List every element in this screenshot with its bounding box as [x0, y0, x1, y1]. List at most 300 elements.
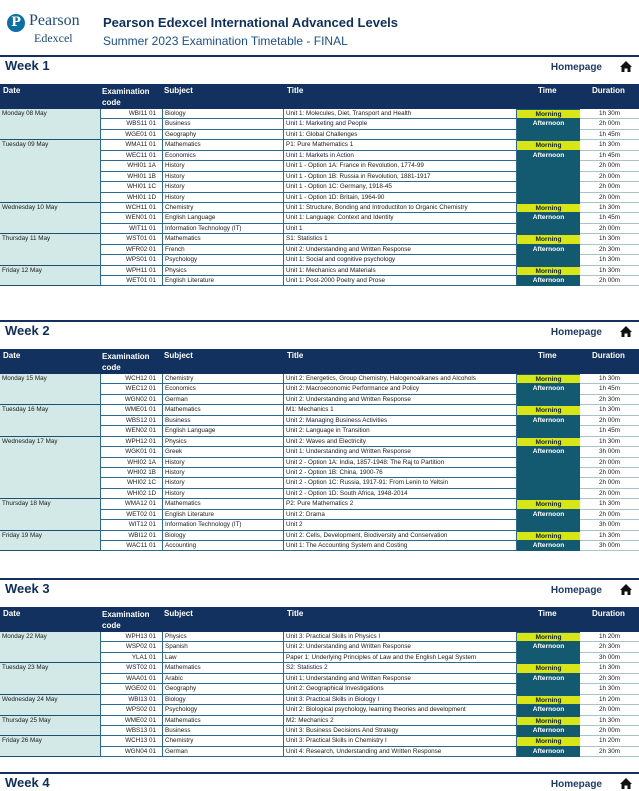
exam-code-cell: WGE02 01 — [100, 684, 163, 694]
title-cell: Unit 3: Business Decisions And Strategy — [284, 726, 517, 736]
subject-cell: Psychology — [163, 705, 284, 715]
column-header-date: Date — [3, 86, 21, 95]
column-header-code: Examination code — [102, 87, 150, 107]
document-title: Pearson Edexcel International Advanced Levels — [103, 15, 399, 30]
title-cell: M2: Mechanics 2 — [284, 716, 517, 726]
week-title: Week 2 — [5, 323, 50, 338]
exam-code-cell: WAC11 01 — [100, 541, 163, 551]
duration-cell: 2h 00m — [580, 193, 639, 203]
duration-cell: 2h 00m — [580, 458, 639, 468]
session-time-cell — [517, 182, 580, 192]
exam-code-cell: WME02 01 — [100, 716, 163, 726]
table-row — [0, 276, 639, 286]
table-row — [0, 695, 639, 705]
duration-cell: 1h 30m — [580, 374, 639, 384]
subject-cell: Mathematics — [163, 140, 284, 150]
title-cell: P1: Pure Mathematics 1 — [284, 140, 517, 150]
session-time-cell: Afternoon — [517, 384, 580, 394]
session-time-cell — [517, 172, 580, 182]
session-time-cell: Afternoon — [517, 642, 580, 652]
date-cell — [0, 119, 100, 129]
page-header — [0, 0, 639, 54]
table-row — [0, 747, 639, 757]
subject-cell: Business — [163, 119, 284, 129]
exam-code-cell: WPH11 01 — [100, 266, 163, 276]
home-icon[interactable] — [619, 583, 633, 596]
title-cell: Unit 2: Drama — [284, 510, 517, 520]
date-cell — [0, 726, 100, 736]
date-cell: Tuesday 09 May — [0, 140, 100, 150]
column-header-code: Examination code — [102, 610, 150, 630]
table-row — [0, 130, 639, 140]
subject-cell: Arabic — [163, 674, 284, 684]
title-cell: Paper 1: Underlying Principles of Law and the English Legal System — [284, 653, 517, 663]
exam-code-cell: WCH13 01 — [100, 736, 163, 746]
date-cell — [0, 674, 100, 684]
table-row — [0, 705, 639, 715]
subject-cell: German — [163, 395, 284, 405]
column-header-date: Date — [3, 609, 21, 618]
subject-cell: Economics — [163, 384, 284, 394]
session-time-cell: Morning — [517, 140, 580, 150]
duration-cell: 2h 00m — [580, 224, 639, 234]
table-row — [0, 520, 639, 530]
date-cell — [0, 151, 100, 161]
session-time-cell: Afternoon — [517, 119, 580, 129]
duration-cell: 2h 00m — [580, 119, 639, 129]
table-row — [0, 172, 639, 182]
column-header-time: Time — [538, 351, 557, 360]
subject-cell: English Language — [163, 213, 284, 223]
duration-cell: 1h 30m — [580, 255, 639, 265]
table-row — [0, 182, 639, 192]
duration-cell: 2h 00m — [580, 705, 639, 715]
session-time-cell: Afternoon — [517, 705, 580, 715]
title-cell: P2: Pure Mathematics 2 — [284, 499, 517, 509]
title-cell: Unit 2: Energetics, Group Chemistry, Halogenoalkanes and Alcohols — [284, 374, 517, 384]
title-cell: Unit 1: The Accounting System and Costing — [284, 541, 517, 551]
session-time-cell — [517, 478, 580, 488]
brand-name: Pearson — [29, 12, 80, 29]
date-cell — [0, 161, 100, 171]
column-header-time: Time — [538, 86, 557, 95]
subject-cell: Biology — [163, 531, 284, 541]
duration-cell: 2h 00m — [580, 478, 639, 488]
duration-cell: 2h 00m — [580, 468, 639, 478]
table-row — [0, 395, 639, 405]
table-row — [0, 405, 639, 415]
date-cell — [0, 478, 100, 488]
subject-cell: Business — [163, 416, 284, 426]
table-row — [0, 447, 639, 457]
session-time-cell: Morning — [517, 266, 580, 276]
session-time-cell: Afternoon — [517, 541, 580, 551]
home-icon[interactable] — [619, 60, 633, 73]
table-row — [0, 684, 639, 694]
table-row — [0, 140, 639, 150]
subject-cell: Geography — [163, 130, 284, 140]
session-time-cell — [517, 130, 580, 140]
date-cell: Friday 26 May — [0, 736, 100, 746]
subject-cell: Chemistry — [163, 736, 284, 746]
exam-code-cell: WCH12 01 — [100, 374, 163, 384]
title-cell: Unit 1: Understanding and Written Response — [284, 447, 517, 457]
week-title: Week 4 — [5, 775, 50, 790]
duration-cell: 1h 30m — [580, 140, 639, 150]
duration-cell: 2h 00m — [580, 276, 639, 286]
table-row — [0, 255, 639, 265]
duration-cell: 1h 30m — [580, 716, 639, 726]
title-cell: Unit 2: Understanding and Written Response — [284, 642, 517, 652]
exam-code-cell: WEN02 01 — [100, 426, 163, 436]
table-row — [0, 531, 639, 541]
date-cell: Wednesday 24 May — [0, 695, 100, 705]
duration-cell: 2h 30m — [580, 747, 639, 757]
column-header-title: Title — [287, 86, 304, 95]
subject-cell: History — [163, 182, 284, 192]
title-cell: Unit 3: Practical Skills in Biology I — [284, 695, 517, 705]
exam-code-cell: WHI02 1D — [100, 489, 163, 499]
duration-cell: 2h 00m — [580, 489, 639, 499]
exam-code-cell: WEC11 01 — [100, 151, 163, 161]
table-row — [0, 674, 639, 684]
subject-cell: History — [163, 161, 284, 171]
date-cell — [0, 642, 100, 652]
exam-code-cell: WCH11 01 — [100, 203, 163, 213]
session-time-cell: Afternoon — [517, 416, 580, 426]
session-time-cell — [517, 653, 580, 663]
subject-cell: Biology — [163, 109, 284, 119]
date-cell — [0, 130, 100, 140]
session-time-cell: Morning — [517, 632, 580, 642]
session-time-cell: Morning — [517, 109, 580, 119]
table-row — [0, 266, 639, 276]
exam-code-cell: WPS01 01 — [100, 255, 163, 265]
homepage-link[interactable]: Homepage — [550, 62, 602, 73]
session-time-cell: Morning — [517, 736, 580, 746]
title-cell: Unit 2: Waves and Electricity — [284, 437, 517, 447]
date-cell: Tuesday 16 May — [0, 405, 100, 415]
title-cell: Unit 1: Mechanics and Materials — [284, 266, 517, 276]
date-cell — [0, 213, 100, 223]
duration-cell: 2h 00m — [580, 416, 639, 426]
duration-cell: 2h 30m — [580, 674, 639, 684]
date-cell — [0, 245, 100, 255]
exam-code-cell: WBI12 01 — [100, 531, 163, 541]
column-header-subject: Subject — [164, 351, 193, 360]
title-cell: Unit 1 - Option 1B: Russia in Revolution, 1881-1917 — [284, 172, 517, 182]
title-cell: M1: Mechanics 1 — [284, 405, 517, 415]
subject-cell: Information Technology (IT) — [163, 224, 284, 234]
exam-code-cell: WBI13 01 — [100, 695, 163, 705]
homepage-link[interactable]: Homepage — [550, 779, 602, 790]
week-header — [0, 772, 639, 791]
title-cell: S1: Statistics 1 — [284, 234, 517, 244]
session-time-cell: Morning — [517, 437, 580, 447]
homepage-link[interactable]: Homepage — [550, 327, 602, 338]
duration-cell: 1h 30m — [580, 203, 639, 213]
date-cell — [0, 705, 100, 715]
week-title: Week 3 — [5, 581, 50, 596]
week-header — [0, 578, 639, 598]
date-cell — [0, 416, 100, 426]
date-cell: Friday 12 May — [0, 266, 100, 276]
duration-cell: 2h 00m — [580, 726, 639, 736]
table-row — [0, 213, 639, 223]
table-row — [0, 109, 639, 119]
date-cell — [0, 276, 100, 286]
table-row — [0, 245, 639, 255]
table-row — [0, 541, 639, 551]
subject-cell: Physics — [163, 266, 284, 276]
session-time-cell: Afternoon — [517, 447, 580, 457]
duration-cell: 3h 00m — [580, 520, 639, 530]
table-row — [0, 416, 639, 426]
session-time-cell — [517, 193, 580, 203]
subject-cell: Chemistry — [163, 374, 284, 384]
exam-code-cell: WME01 01 — [100, 405, 163, 415]
duration-cell: 1h 30m — [580, 266, 639, 276]
date-cell — [0, 182, 100, 192]
exam-code-cell: WST01 01 — [100, 234, 163, 244]
session-time-cell — [517, 255, 580, 265]
table-row — [0, 510, 639, 520]
title-cell: Unit 2: Understanding and Written Response — [284, 245, 517, 255]
table-row — [0, 119, 639, 129]
table-row — [0, 478, 639, 488]
duration-cell: 1h 20m — [580, 736, 639, 746]
title-cell: Unit 1: Markets in Action — [284, 151, 517, 161]
document-subtitle: Summer 2023 Examination Timetable - FINAL — [103, 34, 348, 48]
table-row — [0, 468, 639, 478]
title-cell: Unit 1: Post-2000 Poetry and Prose — [284, 276, 517, 286]
table-row — [0, 203, 639, 213]
exam-code-cell: WIT12 01 — [100, 520, 163, 530]
date-cell — [0, 653, 100, 663]
column-header-duration: Duration — [592, 351, 625, 360]
title-cell: Unit 2: Understanding and Written Response — [284, 395, 517, 405]
duration-cell: 1h 45m — [580, 384, 639, 394]
title-cell: Unit 2: Cells, Development, Biodiversity and Conservation — [284, 531, 517, 541]
session-time-cell: Morning — [517, 663, 580, 673]
table-row — [0, 716, 639, 726]
table-row — [0, 374, 639, 384]
table-row — [0, 193, 639, 203]
exam-code-cell: WAA01 01 — [100, 674, 163, 684]
duration-cell: 1h 45m — [580, 426, 639, 436]
session-time-cell — [517, 520, 580, 530]
column-header-subject: Subject — [164, 609, 193, 618]
title-cell: S2: Statistics 2 — [284, 663, 517, 673]
title-cell: Unit 2 - Option 1D: South Africa, 1948-2014 — [284, 489, 517, 499]
title-cell: Unit 2 - Option 1B: China, 1900-76 — [284, 468, 517, 478]
subject-cell: English Language — [163, 426, 284, 436]
date-cell — [0, 255, 100, 265]
column-header-title: Title — [287, 609, 304, 618]
table-row — [0, 653, 639, 663]
exam-code-cell: WPH12 01 — [100, 437, 163, 447]
exam-code-cell: WBI11 01 — [100, 109, 163, 119]
session-time-cell: Morning — [517, 405, 580, 415]
date-cell — [0, 172, 100, 182]
title-cell: Unit 1: Understanding and Written Response — [284, 674, 517, 684]
subject-cell: History — [163, 193, 284, 203]
title-cell: Unit 2: Managing Business Activities — [284, 416, 517, 426]
table-row — [0, 458, 639, 468]
date-cell: Monday 15 May — [0, 374, 100, 384]
duration-cell: 2h 00m — [580, 172, 639, 182]
date-cell — [0, 747, 100, 757]
session-time-cell — [517, 458, 580, 468]
exam-code-cell: WET02 01 — [100, 510, 163, 520]
duration-cell: 1h 20m — [580, 632, 639, 642]
session-time-cell: Morning — [517, 374, 580, 384]
date-cell: Friday 19 May — [0, 531, 100, 541]
duration-cell: 2h 30m — [580, 245, 639, 255]
duration-cell: 1h 45m — [580, 151, 639, 161]
table-row — [0, 384, 639, 394]
session-time-cell — [517, 395, 580, 405]
duration-cell: 1h 20m — [580, 695, 639, 705]
exam-code-cell: WHI01 1B — [100, 172, 163, 182]
subject-cell: Greek — [163, 447, 284, 457]
column-header-duration: Duration — [592, 609, 625, 618]
subject-cell: Mathematics — [163, 716, 284, 726]
duration-cell: 2h 00m — [580, 161, 639, 171]
column-header-date: Date — [3, 351, 21, 360]
subject-cell: Spanish — [163, 642, 284, 652]
week-title: Week 1 — [5, 58, 50, 73]
session-time-cell: Afternoon — [517, 245, 580, 255]
subject-cell: Economics — [163, 151, 284, 161]
subject-cell: Law — [163, 653, 284, 663]
title-cell: Unit 1: Structure, Bonding and Introductiton to Organic Chemistry — [284, 203, 517, 213]
title-cell: Unit 2: Language in Transition — [284, 426, 517, 436]
exam-code-cell: WMA12 01 — [100, 499, 163, 509]
timetable-week — [0, 84, 639, 286]
title-cell: Unit 1: Social and cognitive psychology — [284, 255, 517, 265]
session-time-cell — [517, 489, 580, 499]
title-cell: Unit 2 — [284, 520, 517, 530]
title-cell: Unit 2 - Option 1C: Russia, 1917-91: From Lenin to Yeltsin — [284, 478, 517, 488]
homepage-link[interactable]: Homepage — [550, 585, 602, 596]
table-row — [0, 489, 639, 499]
home-icon[interactable] — [619, 777, 633, 790]
exam-code-cell: WFR02 01 — [100, 245, 163, 255]
exam-code-cell: WHI02 1B — [100, 468, 163, 478]
week-header — [0, 55, 639, 75]
subject-cell: English Literature — [163, 276, 284, 286]
duration-cell: 3h 00m — [580, 653, 639, 663]
session-time-cell: Afternoon — [517, 213, 580, 223]
table-header — [0, 84, 639, 109]
home-icon[interactable] — [619, 325, 633, 338]
pearson-logo-icon: P — [7, 14, 25, 32]
session-time-cell: Morning — [517, 531, 580, 541]
subject-cell: Chemistry — [163, 203, 284, 213]
column-header-time: Time — [538, 609, 557, 618]
session-time-cell — [517, 426, 580, 436]
column-header-code: Examination code — [102, 352, 150, 372]
title-cell: Unit 1 - Option 1A: France in Revolution, 1774-99 — [284, 161, 517, 171]
table-row — [0, 234, 639, 244]
exam-code-cell: WBS11 01 — [100, 119, 163, 129]
title-cell: Unit 2 - Option 1A: India, 1857-1948: The Raj to Partition — [284, 458, 517, 468]
exam-code-cell: YLA1 01 — [100, 653, 163, 663]
date-cell — [0, 458, 100, 468]
date-cell: Thursday 25 May — [0, 716, 100, 726]
table-row — [0, 151, 639, 161]
table-row — [0, 642, 639, 652]
session-time-cell: Afternoon — [517, 276, 580, 286]
exam-code-cell: WPS02 01 — [100, 705, 163, 715]
date-cell — [0, 541, 100, 551]
date-cell — [0, 426, 100, 436]
duration-cell: 1h 30m — [580, 437, 639, 447]
exam-code-cell: WHI01 1C — [100, 182, 163, 192]
title-cell: Unit 1: Language: Context and Identity — [284, 213, 517, 223]
session-time-cell: Afternoon — [517, 510, 580, 520]
date-cell — [0, 520, 100, 530]
title-cell: Unit 1: Global Challenges — [284, 130, 517, 140]
date-cell — [0, 395, 100, 405]
title-cell: Unit 1 - Option 1C: Germany, 1918-45 — [284, 182, 517, 192]
title-cell: Unit 1: Marketing and People — [284, 119, 517, 129]
title-cell: Unit 1 — [284, 224, 517, 234]
table-row — [0, 499, 639, 509]
table-row — [0, 437, 639, 447]
date-cell: Monday 08 May — [0, 109, 100, 119]
timetable-week — [0, 349, 639, 551]
date-cell: Monday 22 May — [0, 632, 100, 642]
session-time-cell: Afternoon — [517, 747, 580, 757]
subject-cell: Mathematics — [163, 405, 284, 415]
duration-cell: 3h 00m — [580, 541, 639, 551]
column-header-title: Title — [287, 351, 304, 360]
session-time-cell — [517, 161, 580, 171]
subject-cell: English Literature — [163, 510, 284, 520]
exam-code-cell: WHI02 1A — [100, 458, 163, 468]
duration-cell: 1h 30m — [580, 109, 639, 119]
column-header-subject: Subject — [164, 86, 193, 95]
date-cell — [0, 447, 100, 457]
session-time-cell: Morning — [517, 716, 580, 726]
session-time-cell: Morning — [517, 203, 580, 213]
subject-cell: German — [163, 747, 284, 757]
exam-code-cell: WGN04 01 — [100, 747, 163, 757]
session-time-cell: Afternoon — [517, 674, 580, 684]
subject-cell: Physics — [163, 437, 284, 447]
session-time-cell — [517, 224, 580, 234]
subject-cell: Mathematics — [163, 663, 284, 673]
title-cell: Unit 2: Macroeconomic Performance and Policy — [284, 384, 517, 394]
exam-code-cell: WHI01 1A — [100, 161, 163, 171]
duration-cell: 1h 30m — [580, 663, 639, 673]
subject-cell: Mathematics — [163, 234, 284, 244]
table-row — [0, 161, 639, 171]
table-row — [0, 632, 639, 642]
exam-code-cell: WET01 01 — [100, 276, 163, 286]
table-row — [0, 663, 639, 673]
table-header — [0, 607, 639, 632]
date-cell — [0, 684, 100, 694]
exam-code-cell: WGE01 01 — [100, 130, 163, 140]
exam-code-cell: WGK01 01 — [100, 447, 163, 457]
session-time-cell — [517, 468, 580, 478]
table-row — [0, 224, 639, 234]
title-cell: Unit 2: Geographical Investigations — [284, 684, 517, 694]
subject-cell: Psychology — [163, 255, 284, 265]
